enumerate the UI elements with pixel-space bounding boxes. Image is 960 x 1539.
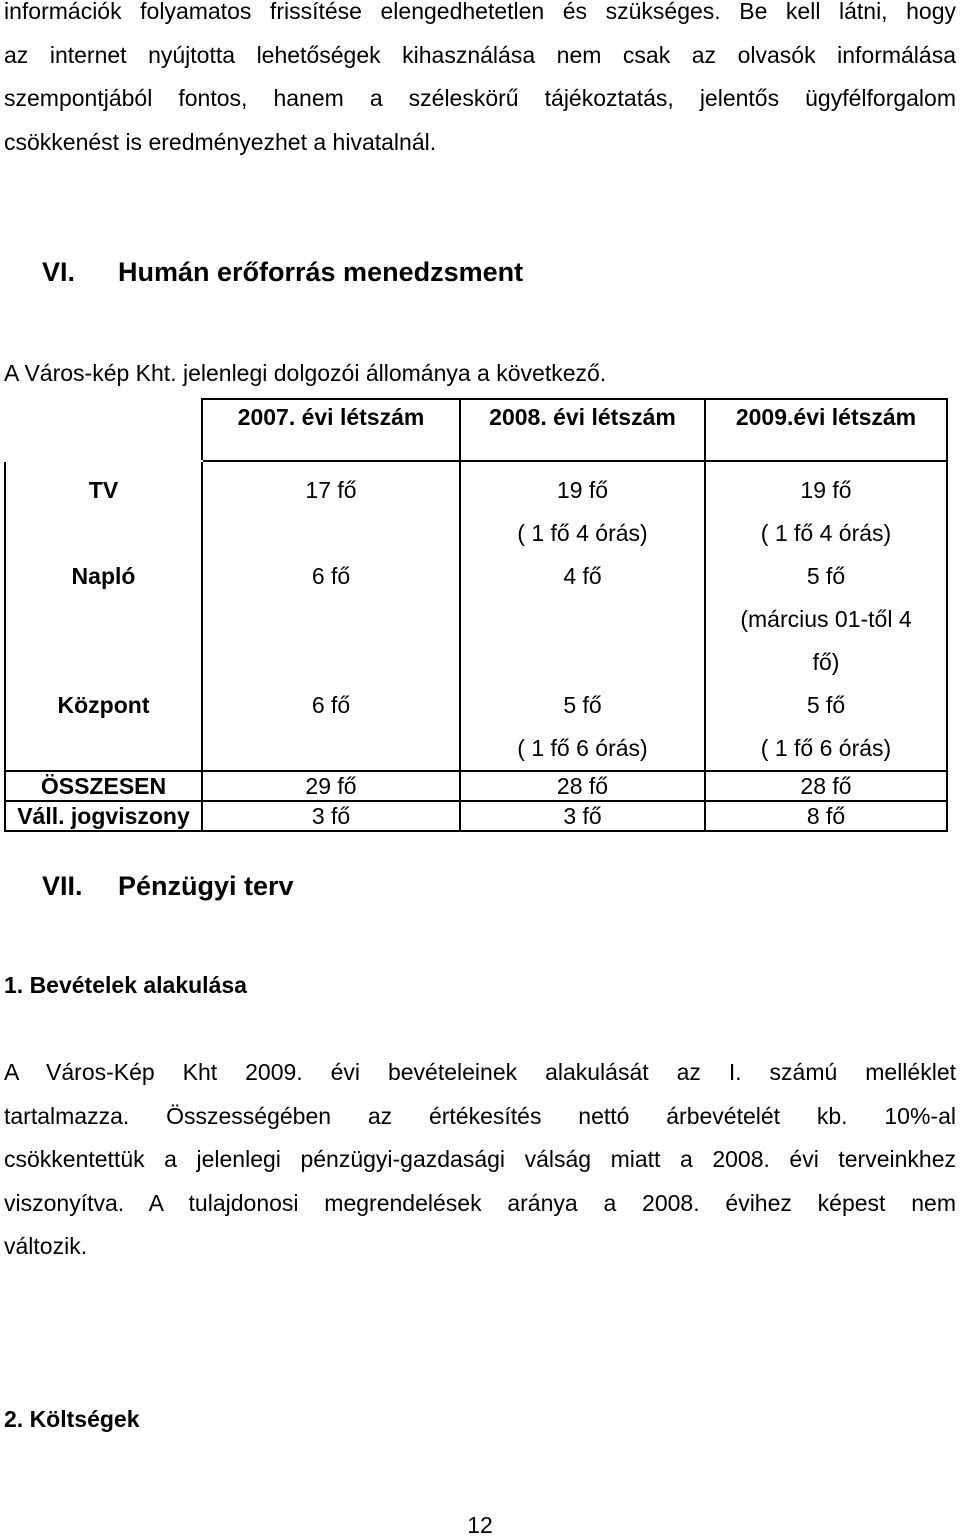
- row-label: [5, 684, 202, 771]
- table-cell: [705, 461, 947, 555]
- cell-text: ( 1 fő 4 órás): [760, 520, 892, 546]
- cell-text: 19 fő: [800, 477, 852, 503]
- table-header-row: [5, 399, 947, 461]
- table-cell: [460, 461, 705, 555]
- table-row: [5, 461, 947, 555]
- paragraph-line: viszonyítva. A tulajdonosi megrendelések aránya a 2008. évihez képest nem: [4, 1189, 956, 1216]
- intro-line: információk folyamatos frissítése elengedhetetlen és szükséges. Be kell látni, hogy: [4, 0, 956, 24]
- section-7-number: VII.: [42, 871, 83, 901]
- table-cell: [705, 555, 947, 684]
- cell-text: 5 fő: [806, 692, 846, 718]
- cell-text: fő): [812, 649, 840, 675]
- table-cell: 28 fő: [460, 771, 705, 801]
- cell-text: 19 fő: [556, 477, 609, 503]
- table-cell: [202, 461, 460, 555]
- row-label-text: Központ: [57, 692, 150, 718]
- table-row: [5, 684, 947, 771]
- row-label: [5, 461, 202, 555]
- cell-text: (március 01-től 4: [740, 606, 912, 632]
- paragraph-line: csökkentettük a jelenlegi pénzügyi-gazdasági válság miatt a 2008. évi terveinkhez: [4, 1146, 956, 1172]
- row-label: [5, 555, 202, 684]
- row-label: ÖSSZESEN: [5, 771, 202, 801]
- row-label-text: TV: [88, 477, 119, 503]
- paragraph-line: változik.: [4, 1233, 88, 1259]
- cell-text: ( 1 fő 6 órás): [517, 735, 648, 761]
- cell-text: 5 fő: [563, 692, 602, 718]
- table-cell: 28 fő: [705, 771, 947, 801]
- table-row: [5, 555, 947, 684]
- page-number: 12: [467, 1512, 493, 1538]
- intro-paragraph: [4, 0, 956, 164]
- table-cell: [460, 555, 705, 684]
- subsection-1-paragraph: [4, 1051, 956, 1269]
- cell-text: ( 1 fő 6 órás): [760, 735, 892, 761]
- paragraph-line: tartalmazza. Összességében az értékesítés nettó árbevételét kb. 10%-al: [4, 1102, 956, 1129]
- intro-line: szempontjából fontos, hanem a széleskörű tájékoztatás, jelentős ügyfélforgalom: [4, 85, 956, 111]
- staff-count-table: [4, 398, 948, 832]
- table-cell: [460, 684, 705, 771]
- header-cell-2007: 2007. évi létszám: [202, 399, 460, 461]
- row-label-text: Napló: [71, 563, 136, 589]
- table-cell: [202, 684, 460, 771]
- section-6-intro-text: A Város-kép Kht. jelenlegi dolgozói állománya a következő.: [4, 360, 607, 386]
- paragraph-line: A Város-Kép Kht 2009. évi bevételeinek alakulását az I. számú melléklet: [4, 1059, 956, 1085]
- cell-text: 5 fő: [806, 563, 846, 589]
- table-cell: 29 fő: [202, 771, 460, 801]
- table-cell: 8 fő: [705, 801, 947, 831]
- section-6-number: VI.: [42, 257, 76, 287]
- table-cell: 3 fő: [460, 801, 705, 831]
- cell-text: 17 fő: [305, 477, 357, 503]
- table-cell: [705, 684, 947, 771]
- subsection-1-title: 1. Bevételek alakulása: [4, 972, 247, 998]
- section-7-title: Pénzügyi terv: [118, 871, 294, 901]
- intro-line: csökkenést is eredményezhet a hivatalnál.: [4, 128, 437, 155]
- table-cell: [202, 555, 460, 684]
- cell-text: ( 1 fő 4 órás): [517, 520, 648, 546]
- intro-line: az internet nyújtotta lehetőségek kihasználása nem csak az olvasók informálása: [4, 41, 956, 68]
- header-cell-empty: [5, 399, 202, 461]
- subsection-2-title: 2. Költségek: [4, 1406, 140, 1432]
- section-6-title: Humán erőforrás menedzsment: [118, 257, 524, 287]
- table-cell: 3 fő: [202, 801, 460, 831]
- header-cell-2009: 2009.évi létszám: [705, 399, 947, 461]
- table-row-total: [5, 771, 947, 801]
- table-row: [5, 801, 947, 831]
- cell-text: 4 fő: [563, 563, 602, 589]
- row-label: Váll. jogviszony: [5, 801, 202, 831]
- header-cell-2008: 2008. évi létszám: [460, 399, 705, 461]
- cell-text: 6 fő: [311, 563, 351, 589]
- cell-text: 6 fő: [311, 692, 351, 718]
